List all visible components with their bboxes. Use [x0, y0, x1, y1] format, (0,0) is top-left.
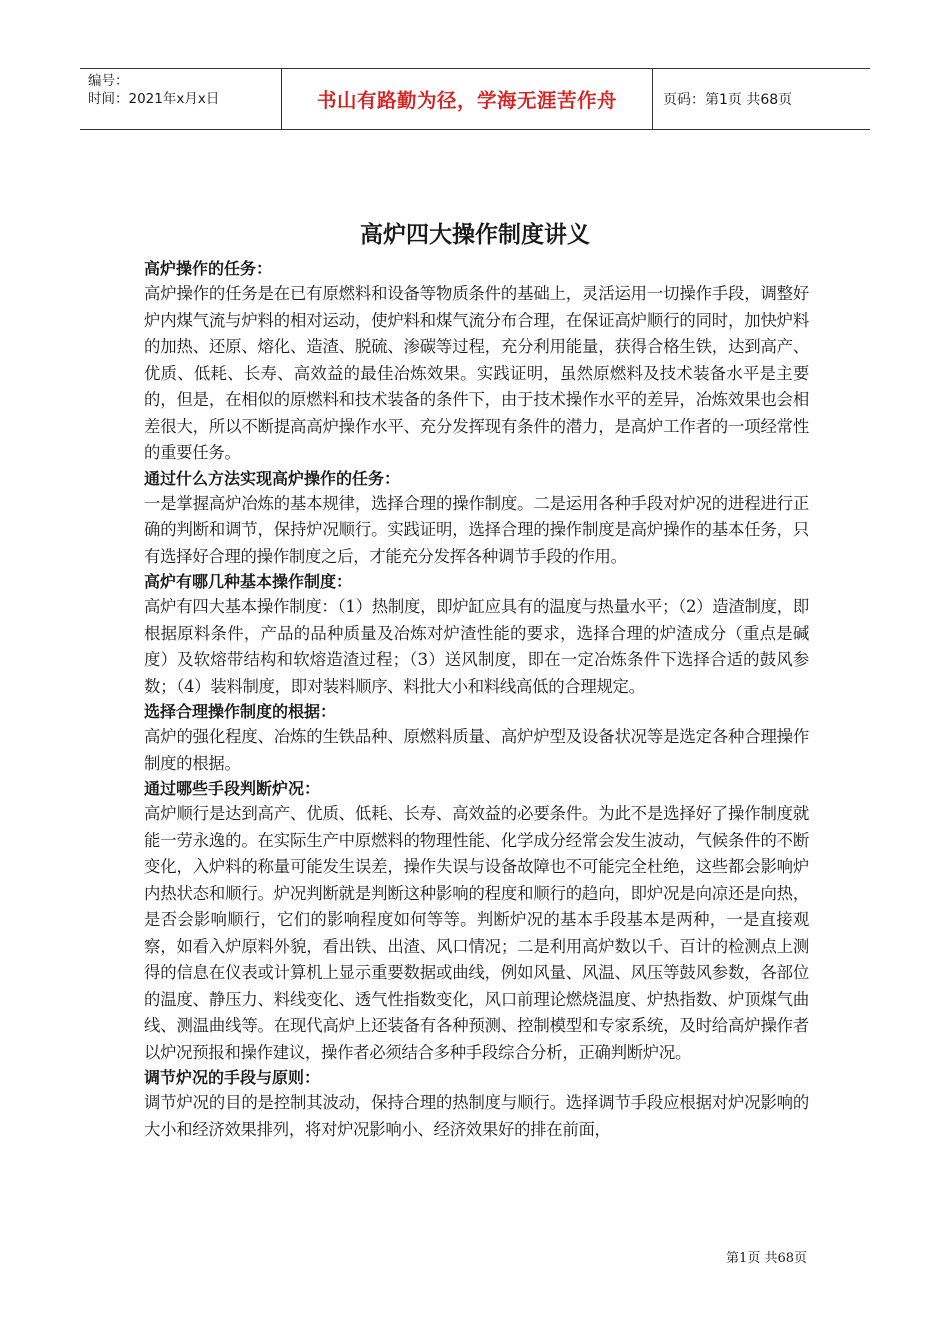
section-paragraph: 高炉的强化程度、冶炼的生铁品种、原燃料质量、高炉炉型及设备状况等是选定各种合理操作制度的根据。 [144, 727, 809, 773]
section-paragraph: 高炉有四大基本操作制度：（1）热制度，即炉缸应具有的温度与热量水平；（2）造渣制度，即根据原料条件，产品的品种质量及冶炼对炉渣性能的要求，选择合理的炉渣成分（重点是碱度）及软熔带结构和软熔造渣过程；（3）送风制度，即在一定冶炼条件下选择合适的鼓风参数；（4）装料制度，即对装料顺序、料批大小和料线高低的合理规定。 [144, 597, 809, 696]
header-meta [80, 69, 282, 129]
page-footer: 第1页 共68页 [726, 1251, 807, 1266]
section-heading: 通过什么方法实现高炉操作的任务： [144, 468, 401, 488]
section-heading: 高炉有哪几种基本操作制度： [144, 572, 353, 591]
document-body [144, 257, 809, 1143]
header-motto: 书山有路勤为径，学海无涯苦作舟 [282, 69, 653, 129]
section-heading: 高炉操作的任务： [144, 259, 273, 278]
section-heading: 通过哪些手段判断炉况： [144, 779, 321, 798]
page-header [80, 68, 870, 130]
section-paragraph: 一是掌握高炉冶炼的基本规律，选择合理的操作制度。二是运用各种手段对炉况的进程进行正确的判断和调节，保持炉况顺行。实践证明，选择合理的操作制度是高炉操作的基本任务，只有选择好合理的操作制度之后，才能充分发挥各种调节手段的作用。 [144, 493, 809, 566]
document-title: 高炉四大操作制度讲义 [360, 222, 590, 248]
section-paragraph: 高炉操作的任务是在已有原燃料和设备等物质条件的基础上，灵活运用一切操作手段，调整好炉内煤气流与炉料的相对运动，使炉料和煤气流分布合理，在保证高炉顺行的同时，加快炉料的加热、还原、熔化、造渣、脱硫、渗碳等过程，充分利用能量，获得合格生铁，达到高产、优质、低耗、长寿、高效益的最佳冶炼效果。实践证明，虽然原燃料及技术装备水平是主要的，但是，在相似的原燃料和技术装备的条件下，由于技术操作水平的差异，冶炼效果也会相差很大，所以不断提高高炉操作水平、充分发挥现有条件的潜力，是高炉工作者的一项经常性的重要任务。 [144, 284, 809, 462]
header-page-code: 页码：第1页 共68页 [663, 92, 793, 108]
section-paragraph: 调节炉况的目的是控制其波动，保持合理的热制度与顺行。选择调节手段应根据对炉况影响的大小和经济效果排列，将对炉况影响小、经济效果好的排在前面， [144, 1093, 809, 1139]
doc-date-label: 时间：2021年x月x日 [88, 91, 220, 107]
section-heading: 调节炉况的手段与原则： [144, 1068, 321, 1087]
section-heading: 选择合理操作制度的根据： [144, 702, 337, 721]
section-paragraph: 高炉顺行是达到高产、优质、低耗、长寿、高效益的必要条件。为此不是选择好了操作制度就能一劳永逸的。在实际生产中原燃料的物理性能、化学成分经常会发生波动，气候条件的不断变化，入炉料的称量可能发生误差，操作失误与设备故障也不可能完全杜绝，这些都会影响炉内热状态和顺行。炉况判断就是判断这种影响的程度和顺行的趋向，即炉况是向凉还是向热，是否会影响顺行，它们的影响程度如何等等。判断炉况的基本手段基本是两种，一是直接观察，如看入炉原料外貌，看出铁、出渣、风口情况；二是利用高炉数以千、百计的检测点上测得的信息在仪表或计算机上显示重要数据或曲线，例如风量、风温、风压等鼓风参数，各部位的温度、静压力、料线变化、透气性指数变化，风口前理论燃烧温度、炉热指数、炉顶煤气曲线、测温曲线等。在现代高炉上还装备有各种预测、控制模型和专家系统，及时给高炉操作者以炉况预报和操作建议，操作者必须结合多种手段综合分析，正确判断炉况。 [144, 804, 809, 1062]
doc-number-label: 编号： [88, 73, 129, 89]
